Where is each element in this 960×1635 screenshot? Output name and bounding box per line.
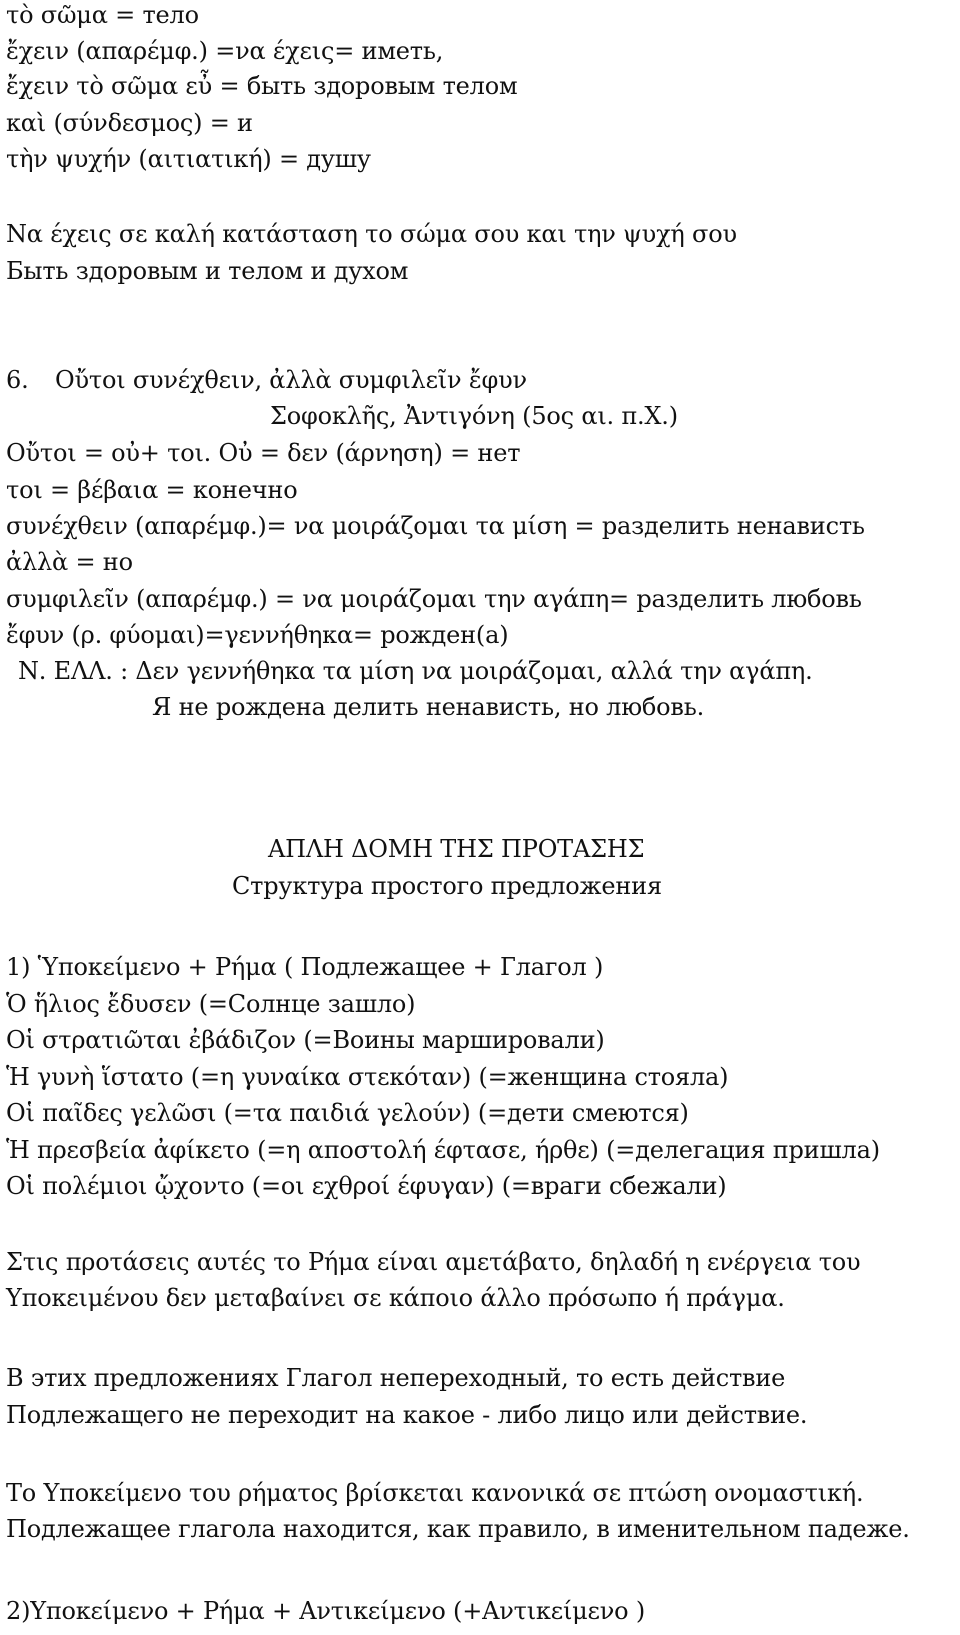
paragraph-greek-1-line-1: Στις προτάσεις αυτές το Ρήμα είναι αμετάβατο, δηλαδή η ενέργεια του [6, 1248, 861, 1276]
gloss-line-symphilein: συμφιλεῖν (απαρέμφ.) = να μοιράζομαι την αγάπη= разделить любовь [6, 585, 862, 613]
gloss-line-outoi: Οὔτοι = οὐ+ τοι. Οὐ = δεν (άρνηση) = нет [6, 439, 521, 467]
vocab-line-kai: καὶ (σύνδεσμος) = и [6, 109, 253, 137]
translation-russian: Быть здоровым и телом и духом [6, 257, 409, 285]
paragraph-greek-1-line-2: Υποκειμένου δεν μεταβαίνει σε κάποιο άλλο πρόσωπο ή πράγμα. [6, 1284, 785, 1312]
gloss-line-alla: ἀλλὰ = но [6, 548, 133, 576]
gloss-line-toi: τοι = βέβαια = конечно [6, 476, 298, 504]
example-line: Ἡ γυνὴ ἵστατο (=η γυναίκα στεκόταν) (=женщина стояла) [6, 1063, 729, 1091]
example-line: Οἱ πολέμιοι ᾤχοντο (=οι εχθροί έφυγαν) (=враги сбежали) [6, 1172, 727, 1200]
gloss-line-synechthein: συνέχθειν (απαρέμφ.)= να μοιράζομαι τα μίση = разделить ненависть [6, 512, 865, 540]
example-line: Ὁ ἥλιος ἔδυσεν (=Солнце зашло) [6, 990, 416, 1018]
vocab-line-soma: τὸ σῶμα = тело [6, 1, 199, 29]
modern-greek-translation: Ν. ΕΛΛ. : Δεν γεννήθηκα τα μίση να μοιράζομαι, αλλά την αγάπη. [18, 657, 813, 685]
example-line: Ἡ πρεσβεία ἀφίκετο (=η αποστολή έφτασε, ήρθε) (=делегация пришла) [6, 1136, 880, 1164]
quote-attribution: Σοφοκλῆς, Ἀντιγόνη (5ος αι. π.Χ.) [270, 402, 678, 430]
vocab-line-echein-soma: ἔχειν τὸ σῶμα εὖ = быть здоровым телом [6, 72, 518, 100]
paragraph-russian-1-line-1: В этих предложениях Глагол непереходный, то есть действие [6, 1364, 786, 1392]
section-heading-russian: Структура простого предложения [232, 872, 662, 900]
section-heading-greek: ΑΠΛΗ ΔΟΜΗ ΤΗΣ ΠΡΟΤΑΣΗΣ [268, 835, 645, 863]
quote-text: Οὔτοι συνέχθειν, ἀλλὰ συμφιλεῖν ἔφυν [55, 366, 527, 394]
vocab-line-echein: ἔχειν (απαρέμφ.) =να έχεις= иметь, [6, 37, 444, 65]
vocab-line-psychen: τὴν ψυχήν (αιτιατική) = душу [6, 145, 371, 173]
paragraph-greek-2: Το Υποκείμενο του ρήματος βρίσκεται κανονικά σε πτώση ονομαστική. [6, 1479, 864, 1507]
paragraph-russian-1-line-2: Подлежащего не переходит на какое - либо лицо или действие. [6, 1401, 808, 1429]
example-line: Οἱ στρατιῶται ἐβάδιζον (=Воины маршировали) [6, 1026, 605, 1054]
paragraph-russian-2: Подлежащее глагола находится, как правило, в именительном падеже. [6, 1515, 910, 1543]
point-2-title: 2)Υποκείμενο + Ρήμα + Αντικείμενο (+Αντικείμενο ) [6, 1597, 646, 1625]
gloss-line-ephyn: ἔφυν (ρ. φύομαι)=γεννήθηκα= рожден(а) [6, 621, 509, 649]
russian-translation: Я не рождена делить ненависть, но любовь. [152, 693, 705, 721]
point-1-title: 1) Ὑποκείμενο + Ρήμα ( Подлежащее + Глагол ) [6, 953, 604, 981]
translation-greek: Να έχεις σε καλή κατάσταση το σώμα σου και την ψυχή σου [6, 220, 737, 248]
quote-number: 6. [6, 366, 29, 394]
example-line: Οἱ παῖδες γελῶσι (=τα παιδιά γελούν) (=дети смеются) [6, 1099, 689, 1127]
